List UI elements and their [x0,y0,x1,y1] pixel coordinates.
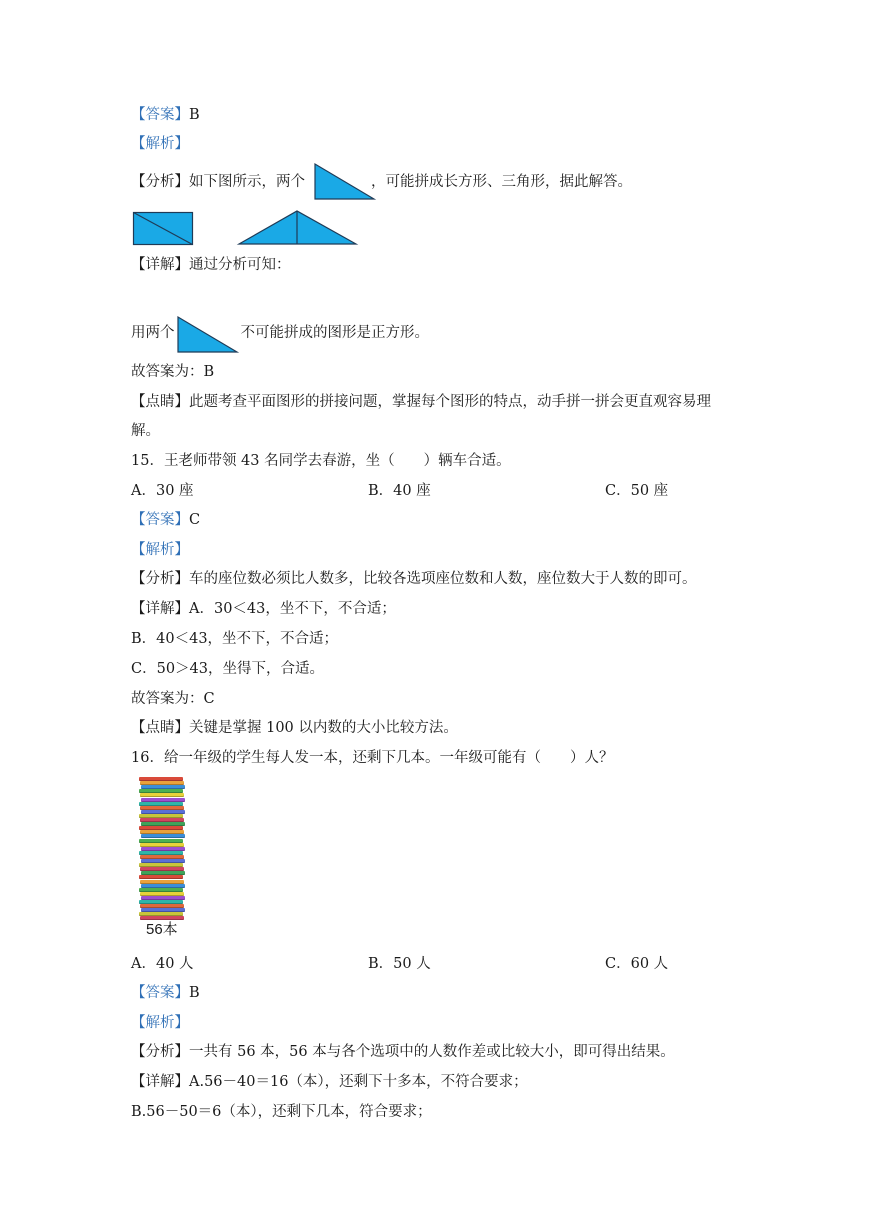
rectangle-split-figure [133,212,195,246]
final-answer-line: 故答案为：B [131,364,215,380]
fenxi-post: ，可能拼成长方形、三角形，据此解答。 [371,174,632,190]
xiangjie-line [131,255,291,275]
use-post: 不可能拼成的图形是正方形。 [240,325,429,341]
q15-option-c: C．50 座 [605,483,669,499]
q15-dianjing-line [131,718,458,738]
q15-dianjing-tag: 【点睛】 [131,720,189,736]
q15-line-c: C．50＞43，坐得下，合适。 [131,661,324,677]
q16-xiangjie-tag: 【详解】 [131,1074,189,1090]
right-triangle-icon-2 [177,316,239,354]
fenxi-pre: 如下图所示，两个 [189,174,305,190]
q16-answer-value: B [189,985,200,1001]
dianjing-tag: 【点睛】 [131,394,189,410]
q16-option-c: C．60 人 [605,956,669,972]
book-spine [141,834,185,838]
q15-fenxi-tag: 【分析】 [131,571,189,587]
q15-stem: 15．王老师带领 43 名同学去春游，坐（ ）辆车合适。 [131,453,511,469]
use-two-line [131,323,429,343]
book-spine [139,875,183,879]
q15-option-b: B．40 座 [368,483,431,499]
book-spine [140,843,184,847]
book-spine [141,798,185,802]
q16-line-b: B.56－50＝6（本），还剩下几本，符合要求； [131,1104,432,1120]
q16-answer-line [131,983,200,1003]
q15-analysis-tag: 【解析】 [131,542,189,558]
book-stack-image [140,777,188,923]
fenxi-tag: 【分析】 [131,174,189,190]
q15-answer-line [131,510,200,530]
use-pre: 用两个 [131,325,175,341]
answer-tag: 【答案】 [131,107,189,123]
book-spine [140,793,184,797]
q16-option-b: B．50 人 [368,956,431,972]
dianjing-cont: 解。 [131,423,160,439]
q15-answer-value: C [189,512,201,528]
q16-xiangjie-text: A.56－40＝16（本），还剩下十多本，不符合要求； [189,1074,528,1090]
q15-xiangjie-line [131,599,396,619]
book-spine [139,839,183,843]
answer-line [131,105,200,125]
book-spine [141,884,185,888]
book-spine [140,880,184,884]
q16-fenxi-line [131,1042,675,1062]
q15-xiangjie-tag: 【详解】 [131,601,189,617]
q15-fenxi-text: 车的座位数必须比人数多，比较各选项座位数和人数，座位数大于人数的即可。 [189,571,697,587]
answer-value: B [189,107,200,123]
q16-stem: 16．给一年级的学生每人发一本，还剩下几本。一年级可能有（ ）人？ [131,750,614,766]
q16-fenxi-text: 一共有 56 本，56 本与各个选项中的人数作差或比较大小，即可得出结果。 [189,1044,675,1060]
dianjing-text: 此题考查平面图形的拼接问题，掌握每个图形的特点，动手拼一拼会更直观容易理 [189,394,711,410]
q16-fenxi-tag: 【分析】 [131,1044,189,1060]
xiangjie-tag: 【详解】 [131,257,189,273]
q16-xiangjie-line [131,1072,528,1092]
q15-answer-tag: 【答案】 [131,512,189,528]
analysis-tag: 【解析】 [131,136,189,152]
q15-option-a: A．30 座 [131,483,194,499]
q15-final-answer: 故答案为：C [131,691,215,707]
dianjing-line [131,392,711,412]
q15-xiangjie-text: A．30＜43，坐不下，不合适； [189,601,396,617]
fenxi-line [131,172,632,192]
q16-option-a: A．40 人 [131,956,194,972]
right-triangle-icon [314,163,376,201]
book-spine [139,802,183,806]
q15-fenxi-line [131,569,697,589]
q16-analysis-tag: 【解析】 [131,1015,189,1031]
q16-answer-tag: 【答案】 [131,985,189,1001]
q15-line-b: B．40＜43，坐不下，不合适； [131,631,339,647]
q15-dianjing-text: 关键是掌握 100 以内数的大小比较方法。 [189,720,458,736]
triangle-split-figure [238,210,358,246]
xiangjie-text: 通过分析可知： [189,257,291,273]
book-stack-caption: 56本 [146,921,178,938]
